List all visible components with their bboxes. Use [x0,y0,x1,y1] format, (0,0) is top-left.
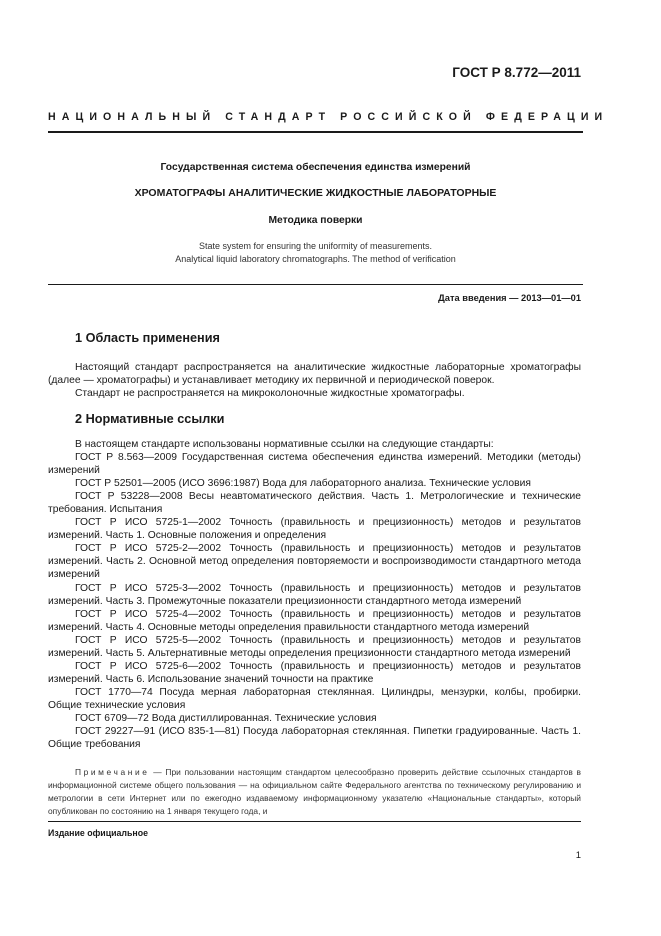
header-divider [48,131,583,133]
paragraph: Настоящий стандарт распространяется на аналитические жидкостные лабораторные хроматографы (далее — хроматографы) и устанавливает методику их первичной и периодической поверок. [48,362,581,387]
reference-item: ГОСТ 1770—74 Посуда мерная лабораторная стеклянная. Цилиндры, мензурки, колбы, пробирки. Общие технические условия [48,686,581,711]
footnote [48,766,581,818]
english-title-line-1: State system for ensuring the uniformity of measurements. [198,241,433,251]
effective-date: Дата введения — 2013—01—01 [438,293,581,303]
note-text: — При пользовании настоящим стандартом целесообразно проверить действие ссылочных стандартов в информационной системе общего пользования — на официальном сайте Федерального агентства по техническому регулированию и метрологии в сети Интернет или по ежегодно издаваемому информационному указателю «Национальные стандарты», который опубликован по состоянию на 1 января текущего года, и [48,767,581,817]
reference-item: ГОСТ 6709—72 Вода дистиллированная. Технические условия [75,712,377,724]
reference-item: ГОСТ Р ИСО 5725-5—2002 Точность (правильность и прецизионность) методов и результатов измерений. Часть 5. Альтернативные методы определения прецизионности стандартного метода измерений [48,634,581,659]
reference-item: ГОСТ Р ИСО 5725-3—2002 Точность (правильность и прецизионность) методов и результатов измерений. Часть 3. Промежуточные показатели прецизионности стандартного метода измерений [48,582,581,607]
reference-item: ГОСТ Р ИСО 5725-1—2002 Точность (правильность и прецизионность) методов и результатов измерений. Часть 1. Основные положения и определения [48,517,581,542]
national-standard-heading: НАЦИОНАЛЬНЫЙ СТАНДАРТ РОССИЙСКОЙ ФЕДЕРАЦИИ [48,111,609,123]
paragraph: В настоящем стандарте использованы нормативные ссылки на следующие стандарты: [75,439,494,450]
reference-item: ГОСТ Р 8.563—2009 Государственная система обеспечения единства измерений. Методики (методы) измерений [48,452,581,477]
system-title: Государственная система обеспечения единства измерений [160,162,471,173]
official-edition-label: Издание официальное [48,828,148,838]
document-title: ХРОМАТОГРАФЫ АНАЛИТИЧЕСКИЕ ЖИДКОСТНЫЕ ЛАБОРАТОРНЫЕ [134,187,497,199]
reference-item: ГОСТ Р 53228—2008 Весы неавтоматического действия. Часть 1. Метрологические и технические требования. Испытания [48,491,581,516]
reference-item: ГОСТ Р ИСО 5725-6—2002 Точность (правильность и прецизионность) методов и результатов измерений. Часть 6. Использование значений точности на практике [48,660,581,685]
document-code: ГОСТ Р 8.772—2011 [452,65,581,80]
reference-item: ГОСТ Р 52501—2005 (ИСО 3696:1987) Вода для лабораторного анализа. Технические условия [75,478,531,490]
section-heading-normative-references: 2 Нормативные ссылки [75,412,225,426]
document-subtitle: Методика поверки [268,215,363,226]
title-divider [48,284,583,285]
section-heading-scope: 1 Область применения [75,331,220,345]
reference-item: ГОСТ 29227—91 (ИСО 835-1—81) Посуда лабораторная стеклянная. Пипетки градуированные. Часть 1. Общие требования [48,726,581,751]
reference-item: ГОСТ Р ИСО 5725-2—2002 Точность (правильность и прецизионность) методов и результатов измерений. Часть 2. Основной метод определения повторяемости и воспроизводимости стандартного метода измерений [48,543,581,581]
section-body-normative-references [48,438,581,751]
reference-item: ГОСТ Р ИСО 5725-4—2002 Точность (правильность и прецизионность) методов и результатов измерений. Часть 4. Основные методы определения правильности стандартного метода измерений [48,608,581,633]
page-number: 1 [575,850,581,861]
paragraph: Стандарт не распространяется на микроколоночные жидкостные хроматографы. [75,388,465,400]
english-title-line-2: Analytical liquid laboratory chromatographs. The method of verification [175,254,456,264]
footer-divider [48,821,581,822]
note-label: Примечание [75,767,150,777]
section-body-scope [48,361,581,400]
